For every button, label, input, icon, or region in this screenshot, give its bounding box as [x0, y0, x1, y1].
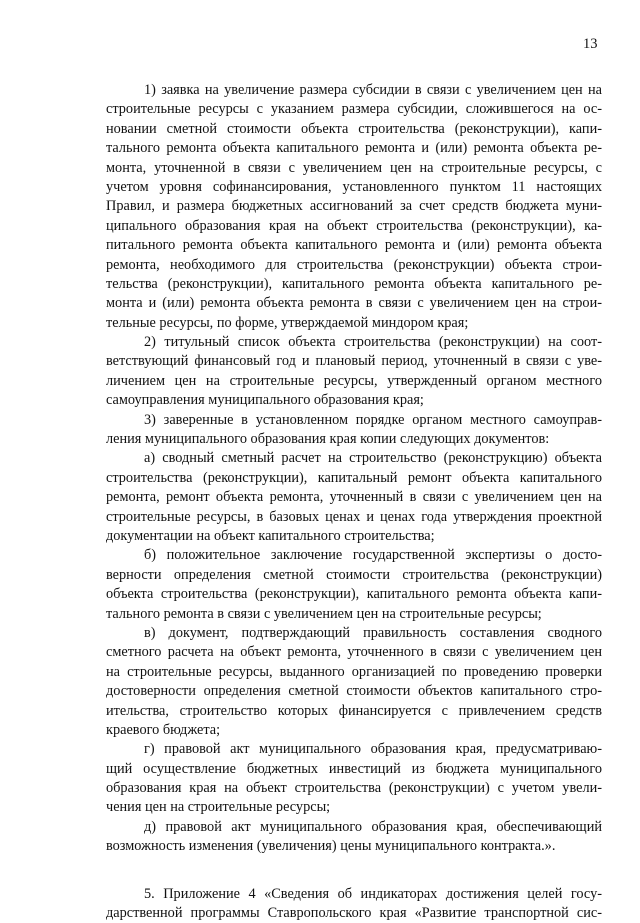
paragraph-gap: [106, 857, 602, 885]
text-line: г) правовой акт муниципального образования края, предусматриваю-: [144, 741, 602, 758]
text-line: строительные ресурсы с указанием размера субсидии, сложившегося на ос-: [106, 101, 602, 118]
text-line: ветствующий финансовый год и плановый период, уточненный в связи с уве-: [106, 353, 602, 370]
paragraph: [106, 449, 602, 546]
text-line: строительства (реконструкции), капитальный ремонт объекта капитального: [106, 469, 602, 486]
text-line: объекта строительства (реконструкции), капитального ремонта объекта капи-: [106, 586, 602, 603]
paragraph: [106, 818, 602, 857]
paragraph: [106, 740, 602, 818]
text-line: краевого бюджета;: [106, 721, 221, 738]
text-line: тального ремонта в связи с увеличением цен на строительные ресурсы;: [106, 605, 542, 622]
text-line: тального ремонта объекта капитального ремонта и (или) ремонта объекта ре-: [106, 140, 602, 157]
text-line: ремонта, необходимого для строительства (реконструкции) объекта строи-: [106, 256, 602, 273]
text-line: возможность изменения (увеличения) цены муниципального контракта.».: [106, 838, 556, 855]
text-line: чения цен на строительные ресурсы;: [106, 799, 331, 816]
text-line: б) положительное заключение государственной экспертизы о досто-: [144, 547, 602, 564]
text-line: питального ремонта объекта капитального ремонта и (или) ремонта объекта: [106, 237, 602, 254]
document-body: [106, 81, 602, 923]
text-line: щий осуществление бюджетных инвестиций из бюджета муниципального: [106, 760, 602, 777]
text-line: монта, уточненной в связи с увеличением цен на строительные ресурсы, с: [106, 159, 602, 176]
text-line: ципального образования края на объект строительства (реконструкции), ка-: [106, 217, 602, 234]
paragraph: [106, 624, 602, 740]
text-line: 2) титульный список объекта строительства (реконструкции) на соот-: [144, 334, 602, 351]
page-number: 13: [583, 36, 598, 52]
text-line: строительные ресурсы, в базовых ценах и ценах года утверждения проектной: [106, 508, 602, 525]
text-line: на строительные ресурсы, выданного организацией по проведению проверки: [106, 663, 602, 680]
text-line: верности определения сметной стоимости строительства (реконструкции): [106, 566, 602, 583]
text-line: монта и (или) ремонта объекта ремонта в связи с увеличением цен на строи-: [106, 295, 602, 312]
text-line: самоуправления муниципального образования края;: [106, 392, 424, 409]
text-line: Правил, и размера бюджетных ассигнований за счет средств бюджета муни-: [106, 198, 602, 215]
text-line: дарственной программы Ставропольского края «Развитие транспортной сис-: [106, 905, 602, 922]
paragraph: [106, 333, 602, 411]
text-line: ремонта, ремонт объекта ремонта, уточненный в связи с увеличением цен на: [106, 489, 602, 506]
paragraph: [106, 546, 602, 624]
paragraph: [106, 411, 602, 450]
text-line: личением цен на строительные ресурсы, утвержденный органом местного: [106, 372, 602, 389]
paragraph: [106, 81, 602, 333]
text-line: сметного расчета на объект ремонта, уточненного в связи с увеличением цен: [106, 644, 602, 661]
text-line: образования края на объект строительства (реконструкции) с учетом увели-: [106, 780, 602, 797]
text-line: 3) заверенные в установленном порядке органом местного самоуправ-: [144, 411, 602, 428]
text-line: 5. Приложение 4 «Сведения об индикаторах достижения целей госу-: [144, 885, 602, 902]
text-line: в) документ, подтверждающий правильность составления сводного: [144, 624, 602, 641]
text-line: 1) заявка на увеличение размера субсидии в связи с увеличением цен на: [144, 82, 602, 98]
text-line: документации на объект капитального строительства;: [106, 527, 435, 544]
text-line: а) сводный сметный расчет на строительство (реконструкцию) объекта: [144, 450, 602, 467]
text-line: тельные ресурсы, по форме, утверждаемой миндором края;: [106, 314, 469, 331]
text-line: тельства (реконструкции), капитального ремонта объекта капитального ре-: [106, 275, 602, 292]
text-line: новании сметной стоимости объекта строительства (реконструкции), капи-: [106, 120, 602, 137]
text-line: д) правовой акт муниципального образования края, обеспечивающий: [144, 818, 602, 835]
text-line: ительства, строительство которых финансируется с привлечением средств: [106, 702, 602, 719]
paragraph: [106, 885, 602, 923]
text-line: ления муниципального образования края копии следующих документов:: [106, 431, 550, 448]
text-line: учетом уровня софинансирования, установленного пунктом 11 настоящих: [106, 178, 602, 195]
text-line: достоверности определения сметной стоимости объектов капитального стро-: [106, 683, 602, 700]
